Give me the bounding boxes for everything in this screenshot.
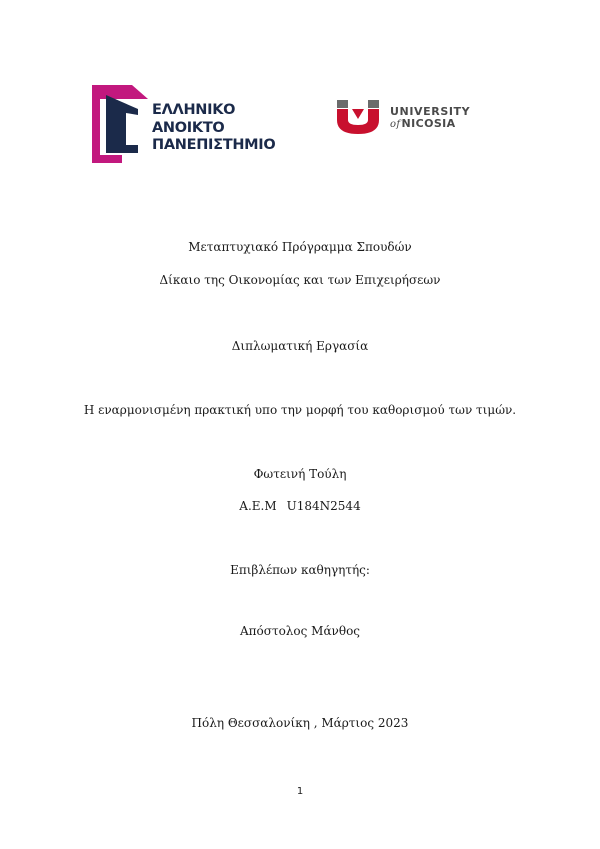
hou-logo-line-2: ΑΝΟΙΚΤΟ	[152, 119, 225, 136]
document-type: Διπλωματική Εργασία	[231, 339, 369, 353]
unic-logo-text	[390, 106, 470, 130]
unic-logo-line-1: UNIVERSITY	[390, 105, 471, 118]
hou-logo-line-3: ΠΑΝΕΠΙΣΤΗΜΙΟ	[152, 137, 276, 153]
unic-logo-nicosia: NICOSIA	[401, 117, 456, 130]
university-of-nicosia-logo	[337, 100, 482, 134]
page-number: 1	[296, 786, 304, 797]
hou-logo-mark-icon	[92, 85, 148, 163]
field-of-study: Δίκαιο της Οικονομίας και των Επιχειρήσεων	[159, 273, 441, 287]
student-id	[0, 499, 600, 513]
student-id-label: Α.Ε.Μ	[239, 499, 277, 513]
thesis-title: Η εναρμονισμένη πρακτική υπο την μορφή του καθορισμού των τιμών.	[83, 403, 517, 417]
program-name: Μεταπτυχιακό Πρόγραμμα Σπουδών	[188, 240, 412, 254]
student-id-value: U184N2544	[286, 499, 361, 513]
hou-logo-line-1: ΕΛΛΗΝΙΚΟ	[152, 102, 236, 118]
hou-logo-text	[152, 102, 275, 155]
unic-logo-mark-icon	[337, 100, 379, 134]
unic-logo-of: of	[390, 119, 401, 130]
hellenic-open-university-logo	[92, 85, 276, 163]
unic-logo-line-2	[390, 118, 470, 130]
supervisor-name: Απόστολος Μάνθος	[239, 624, 361, 638]
supervisor-label: Επιβλέπων καθηγητής:	[230, 563, 370, 577]
place-and-date: Πόλη Θεσσαλονίκη , Μάρτιος 2023	[191, 716, 409, 730]
author-name: Φωτεινή Τούλη	[253, 467, 347, 481]
